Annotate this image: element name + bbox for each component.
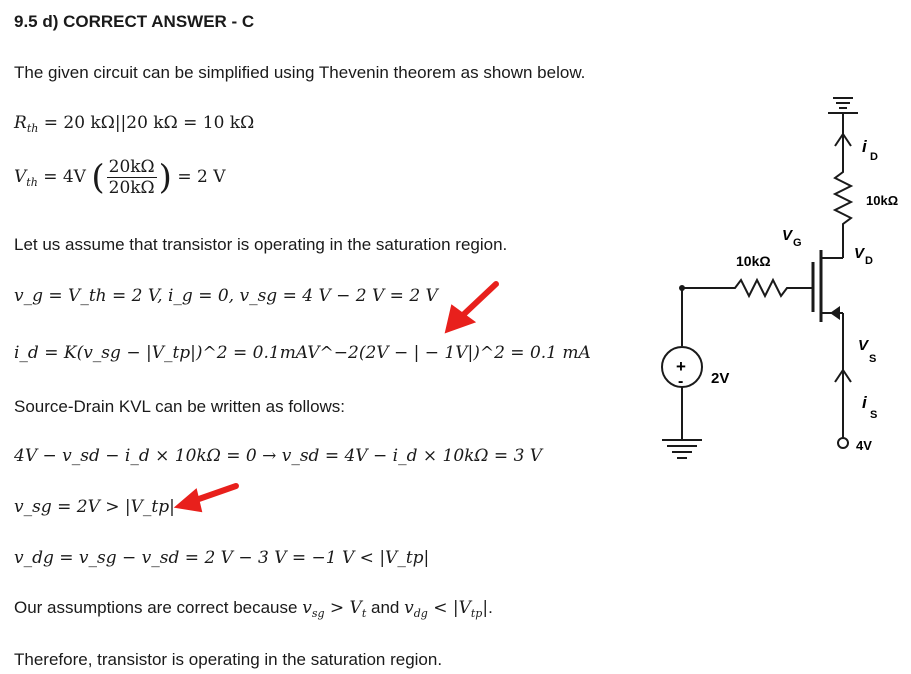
id-label: i (862, 137, 867, 156)
therefore-text: Therefore, transistor is operating in the saturation region. (14, 650, 443, 669)
eq-vth-lhs: V (14, 167, 27, 187)
left-paren: ( (91, 157, 105, 198)
is-label: i (862, 393, 867, 412)
drain-resistor (835, 166, 851, 258)
eq-id: i_d = K(v_sg − |V_tp|)^2 = 0.1mAV^−2(2V − | − 1V|)^2 = 0.1 mA (14, 343, 591, 363)
cond-vdg: $v_{dg} < |V_{tp}|$ (404, 598, 489, 620)
eq-vdg: v_dg = v_sg − v_sd = 2 V − 3 V = −1 V < |V_tp| (14, 548, 430, 568)
eq-kvl: 4V − v_sd − i_d × 10kΩ = 0 → v_sd = 4V − i_d × 10kΩ = 3 V (14, 446, 543, 466)
vd-label: V (854, 245, 865, 262)
gate-resistor-label: 10kΩ (736, 253, 771, 269)
assumption-text: Let us assume that transistor is operating in the saturation region. (14, 235, 508, 254)
fraction-numerator: 20kΩ (108, 157, 155, 177)
vg-sub: G (793, 237, 802, 249)
source-plus: + (676, 357, 686, 376)
gate-resistor (682, 280, 813, 296)
fraction-denominator: 20kΩ (108, 178, 155, 198)
drain-resistor-label: 10kΩ (866, 193, 899, 208)
right-paren: ) (158, 157, 172, 198)
circuit-diagram (640, 88, 910, 478)
id-sub: D (870, 151, 878, 163)
eq-rth-sub: th (26, 122, 39, 135)
eq-vsg: v_sg = 2V > |V_tp| (14, 497, 175, 517)
vg-label: V (782, 227, 793, 244)
intro-text: The given circuit can be simplified using Thevenin theorem as shown below. (14, 63, 586, 82)
is-sub: S (870, 409, 878, 421)
source-voltage-label: 2V (711, 370, 730, 387)
page-title: 9.5 d) CORRECT ANSWER - C (14, 12, 255, 31)
eq-vg: v_g = V_th = 2 V, i_g = 0, v_sg = 4 V − 2 V = 2 V (14, 286, 438, 306)
cond-vsg: $v_{sg} > V_t$ (302, 598, 367, 620)
vd-sub: D (865, 255, 873, 267)
conclusion-end: . (488, 598, 493, 617)
conclusion-and: and (371, 598, 400, 617)
vs-label: V (858, 337, 869, 354)
conclusion-text: Our assumptions are correct because (14, 598, 298, 617)
red-arrow-icon (446, 284, 496, 332)
source-minus: - (678, 373, 684, 390)
vs-sub: S (869, 353, 877, 365)
eq-rth-lhs: R (14, 113, 27, 133)
red-arrow-icon (176, 486, 236, 511)
eq-rth-rhs: = 20 kΩ||20 kΩ = 10 kΩ (43, 113, 255, 133)
supply-terminal (838, 438, 848, 448)
eq-vth-rhs: = 2 V (177, 167, 226, 187)
eq-vth-sub: th (26, 176, 38, 189)
eq-vth-prefix: = 4V (43, 167, 86, 187)
supply-label: 4V (856, 438, 872, 453)
kvl-text: Source-Drain KVL can be written as follows: (14, 397, 346, 416)
